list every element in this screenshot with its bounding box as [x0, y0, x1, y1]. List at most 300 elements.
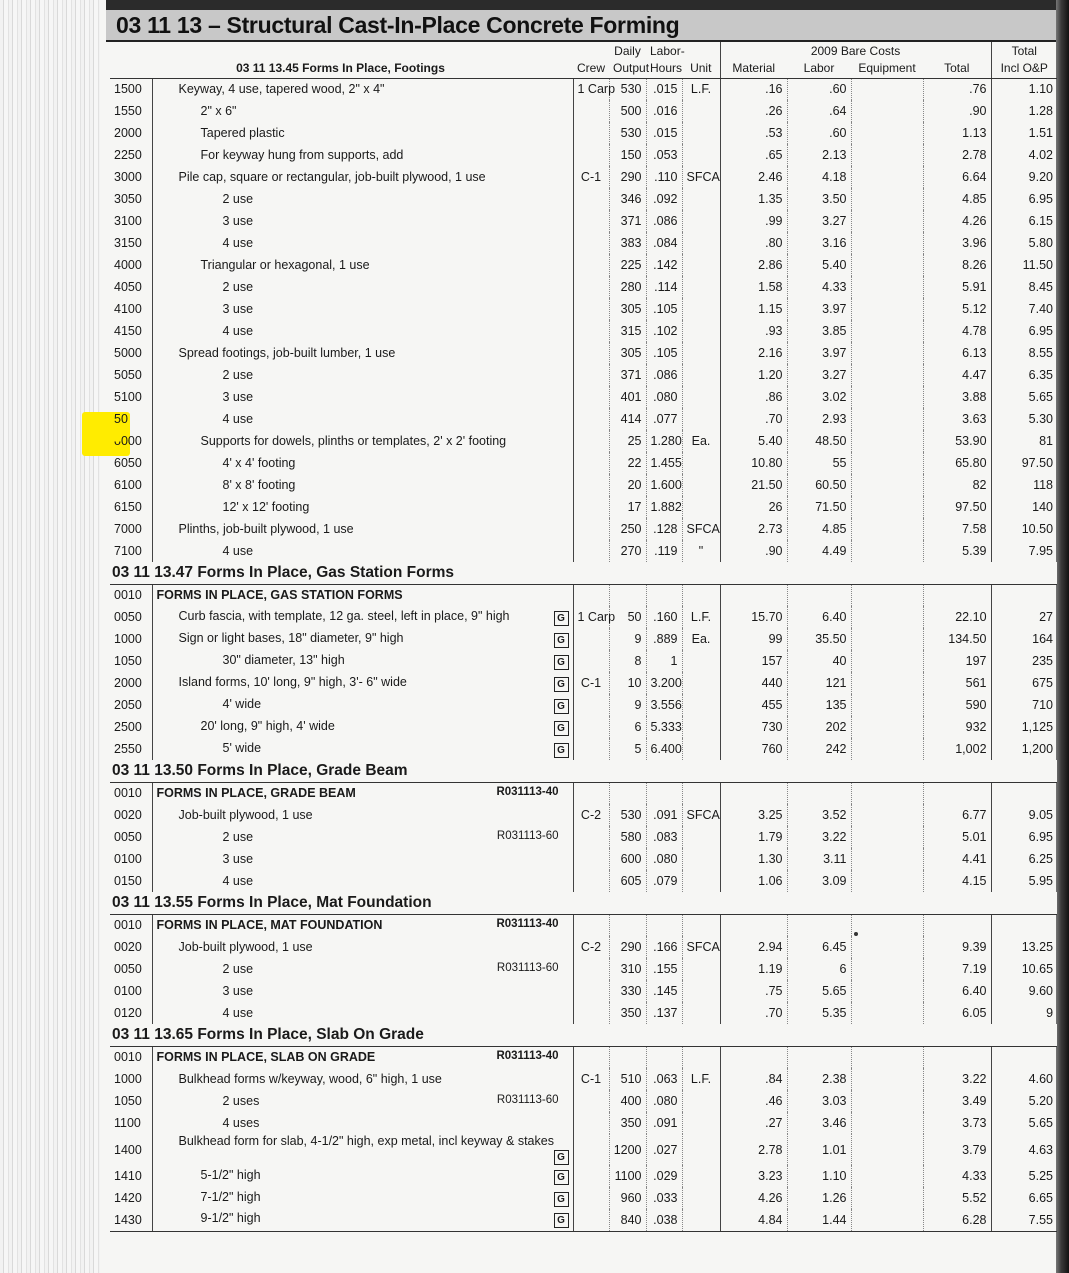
cell-out: 17 [609, 496, 646, 518]
cell-mat: 2.46 [720, 166, 787, 188]
cell-unit [682, 650, 720, 672]
item-description-cell [152, 188, 573, 210]
cell-incl: 7.55 [991, 1209, 1057, 1231]
cell-tot: 7.19 [923, 958, 991, 980]
cell-incl: 9.05 [1028, 808, 1054, 822]
cell-lab: 1.44 [787, 1209, 851, 1231]
cell-hrs: 1.882 [646, 496, 682, 518]
cell-crew [573, 1046, 609, 1068]
table-row [110, 650, 1057, 672]
item-description: Bulkhead forms w/keyway, wood, 6" high, 1 use [178, 1072, 442, 1086]
cell-eq [851, 848, 923, 870]
cell-eq [851, 1112, 923, 1134]
cell-hrs: 1.600 [646, 474, 682, 496]
item-description-cell [152, 100, 573, 122]
cell-lab: 3.16 [787, 232, 851, 254]
cell-lab: 3.85 [787, 320, 851, 342]
cell-eq [851, 320, 923, 342]
section-heading-row [110, 892, 1057, 914]
cell-unit [682, 320, 720, 342]
table-row [110, 122, 1057, 144]
cell-crew [573, 232, 609, 254]
table-row [110, 848, 1057, 870]
cell-mat: .65 [720, 144, 787, 166]
cell-out: 8 [609, 650, 646, 672]
cell-eq [851, 804, 923, 826]
cell-tot: 97.50 [923, 496, 991, 518]
cell-lab: 135 [787, 694, 851, 716]
cell-incl: 9 [1046, 1006, 1054, 1020]
table-row [110, 694, 1057, 716]
cell-unit [682, 1112, 720, 1134]
cell-mat: 440 [720, 672, 787, 694]
cell-tot: 134.50 [923, 628, 991, 650]
cell-lab: 6 [787, 958, 851, 980]
cell-mat [720, 584, 787, 606]
cell-out: 580 [609, 826, 646, 848]
cell-out: 400 [609, 1090, 646, 1112]
cell-hrs: .166 [646, 936, 682, 958]
cell-unit [682, 276, 720, 298]
table-row [110, 782, 1057, 804]
cell-eq [851, 980, 923, 1002]
cell-crew [573, 144, 609, 166]
item-description-cell [152, 1046, 573, 1068]
cell-out: 330 [609, 980, 646, 1002]
table-row [110, 738, 1057, 760]
cell-hrs [646, 584, 682, 606]
cell-mat: .90 [720, 540, 787, 562]
cell-crew [573, 298, 609, 320]
cell-crew [573, 738, 609, 760]
item-description-cell [152, 1112, 573, 1134]
cell-crew [573, 452, 609, 474]
cell-incl: 7.40 [1028, 302, 1054, 316]
cell-mat: 4.84 [720, 1209, 787, 1231]
cell-out: 600 [609, 848, 646, 870]
cell-lab: 40 [787, 650, 851, 672]
cell-hrs: .086 [646, 210, 682, 232]
cell-lab: 3.03 [787, 1090, 851, 1112]
cell-hrs: .029 [646, 1165, 682, 1187]
line-number: 2050 [110, 694, 152, 716]
item-description-cell [152, 254, 573, 276]
cell-hrs [646, 914, 682, 936]
cell-eq [851, 210, 923, 232]
cell-unit [682, 914, 720, 936]
cell-eq [851, 78, 923, 100]
item-description-cell [152, 518, 573, 540]
cell-lab: .64 [787, 100, 851, 122]
cell-tot: 2.78 [923, 144, 991, 166]
cell-unit [682, 1002, 720, 1024]
cell-mat: 1.30 [720, 848, 787, 870]
section-heading: 03 11 13.65 Forms In Place, Slab On Grade [110, 1024, 1057, 1046]
cell-tot: 1,002 [923, 738, 991, 760]
table-row [110, 298, 1057, 320]
cell-hrs: 5.333 [646, 716, 682, 738]
cell-eq [851, 496, 923, 518]
item-description: 3 use [222, 984, 254, 998]
line-number: 1400 [110, 1134, 152, 1165]
cell-mat: 15.70 [720, 606, 787, 628]
cell-mat: .70 [720, 408, 787, 430]
item-description: 2" x 6" [200, 104, 237, 118]
item-description: Bulkhead form for slab, 4-1/2" high, exp metal, incl keyway & stakes [178, 1134, 554, 1148]
cell-out: 310 [609, 958, 646, 980]
line-number: 1000 [110, 1068, 152, 1090]
cell-out [609, 1046, 646, 1068]
table-row [110, 166, 1057, 188]
item-description-cell [152, 980, 573, 1002]
cell-crew: C-1 [573, 672, 609, 694]
cell-eq [851, 672, 923, 694]
table-row [110, 1165, 1057, 1187]
cell-out: 530 [609, 122, 646, 144]
line-number: 50 [110, 408, 152, 430]
cell-eq [851, 716, 923, 738]
line-number: 2500 [110, 716, 152, 738]
cell-out: 500 [609, 100, 646, 122]
item-description: 2 use [222, 280, 254, 294]
cell-eq [851, 1165, 923, 1187]
table-row [110, 980, 1057, 1002]
cell-crew [573, 474, 609, 496]
cell-eq [851, 188, 923, 210]
cell-crew [573, 870, 609, 892]
item-description: 4 use [222, 1006, 254, 1020]
cell-crew: C-2 [573, 936, 609, 958]
cell-lab: 1.26 [787, 1187, 851, 1209]
item-description-cell [152, 716, 573, 738]
cell-incl: 6.25 [1028, 852, 1054, 866]
cell-tot: .90 [923, 100, 991, 122]
item-description-cell [152, 320, 573, 342]
cell-mat: 1.20 [720, 364, 787, 386]
table-row [110, 386, 1057, 408]
cell-mat: .99 [720, 210, 787, 232]
cell-eq [851, 1134, 923, 1165]
cell-tot [923, 914, 991, 936]
page-title: 03 11 13 – Structural Cast-In-Place Concrete Forming [116, 12, 680, 38]
cell-incl: 235 [1032, 654, 1054, 668]
item-description: Job-built plywood, 1 use [178, 808, 313, 822]
cell-hrs: .015 [646, 122, 682, 144]
reference-number: R031113-40 [496, 786, 559, 799]
cell-tot: 3.49 [923, 1090, 991, 1112]
cell-crew [573, 1187, 609, 1209]
cell-crew [573, 518, 609, 540]
cell-mat: 2.78 [720, 1134, 787, 1165]
cell-eq [851, 276, 923, 298]
cell-incl [991, 914, 1057, 936]
col-labor-bottom: Hours [646, 59, 682, 78]
item-description-cell [152, 408, 573, 430]
cell-crew [573, 408, 609, 430]
line-number: 6050 [110, 452, 152, 474]
cell-incl: 5.30 [1028, 412, 1054, 426]
cell-out: 9 [609, 628, 646, 650]
cell-mat: 157 [720, 650, 787, 672]
table-row [110, 1046, 1057, 1068]
cell-incl: 11.50 [1022, 258, 1054, 272]
cell-out: 290 [609, 936, 646, 958]
cell-unit: SFCA [682, 166, 720, 188]
cell-mat: 455 [720, 694, 787, 716]
cell-eq [851, 254, 923, 276]
cell-unit [682, 188, 720, 210]
item-description-cell [152, 914, 573, 936]
cell-mat: 760 [720, 738, 787, 760]
cell-mat: 1.35 [720, 188, 787, 210]
cell-lab: 3.27 [787, 210, 851, 232]
cell-eq [851, 694, 923, 716]
cell-tot: 6.05 [923, 1002, 991, 1024]
item-description-cell [152, 364, 573, 386]
cell-tot: 4.85 [923, 188, 991, 210]
item-description-cell [152, 210, 573, 232]
cell-unit [682, 1165, 720, 1187]
cell-incl: 6.65 [1028, 1191, 1054, 1205]
cell-tot: 6.28 [923, 1209, 991, 1231]
line-number: 0050 [110, 606, 152, 628]
cell-hrs: .145 [646, 980, 682, 1002]
item-description: 4' wide [222, 696, 262, 711]
cell-lab: 4.49 [787, 540, 851, 562]
cell-lab: 6.40 [787, 606, 851, 628]
cell-unit [682, 496, 720, 518]
item-description: 2 use [222, 962, 254, 976]
cell-mat: 5.40 [720, 430, 787, 452]
cell-out: 840 [609, 1209, 646, 1231]
line-number: 3100 [110, 210, 152, 232]
header-row-bottom [110, 59, 1057, 78]
line-number: 1100 [110, 1112, 152, 1134]
cell-out: 10 [609, 672, 646, 694]
col-labor-top: Labor- [650, 43, 685, 58]
col-incl-bottom: Incl O&P [991, 59, 1057, 78]
cell-unit [682, 122, 720, 144]
item-description-cell [152, 606, 573, 628]
cell-lab: .60 [787, 122, 851, 144]
item-description-cell [152, 166, 573, 188]
cell-incl: 4.02 [1028, 148, 1054, 162]
cell-lab: 1.10 [787, 1165, 851, 1187]
cell-lab: 3.02 [787, 386, 851, 408]
item-description: 4 uses [222, 1116, 260, 1130]
cell-crew [573, 100, 609, 122]
cell-hrs: .110 [646, 166, 682, 188]
line-number: 0120 [110, 1002, 152, 1024]
item-description-cell [152, 826, 573, 848]
table-row [110, 342, 1057, 364]
line-number: 0100 [110, 980, 152, 1002]
cell-out: 290 [609, 166, 646, 188]
cell-mat: 2.86 [720, 254, 787, 276]
cell-lab [787, 584, 851, 606]
cell-incl: 164 [1032, 632, 1054, 646]
cell-hrs: .092 [646, 188, 682, 210]
line-number: 1550 [110, 100, 152, 122]
cell-unit [682, 1187, 720, 1209]
cell-lab: 4.18 [787, 166, 851, 188]
cell-crew [573, 342, 609, 364]
cell-out: 960 [609, 1187, 646, 1209]
cell-unit [682, 716, 720, 738]
item-description-cell [152, 496, 573, 518]
cell-lab [787, 1046, 851, 1068]
cell-out: 315 [609, 320, 646, 342]
cell-eq [851, 1209, 923, 1231]
section-heading: 03 11 13.55 Forms In Place, Mat Foundation [110, 892, 1057, 914]
cell-hrs: .091 [646, 1112, 682, 1134]
table-row [110, 474, 1057, 496]
cell-hrs: .027 [646, 1134, 682, 1165]
cell-tot: 3.96 [923, 232, 991, 254]
page-right-edge [1056, 0, 1069, 1273]
col-incl-top: Total [1011, 43, 1037, 58]
line-number: 1000 [110, 628, 152, 650]
cell-hrs: .015 [646, 78, 682, 100]
cell-tot: 4.26 [923, 210, 991, 232]
item-description: 5-1/2" high [200, 1167, 261, 1182]
cell-out: 150 [609, 144, 646, 166]
cell-eq [851, 540, 923, 562]
item-description-cell [152, 540, 573, 562]
cell-crew [573, 1002, 609, 1024]
item-description: 7-1/2" high [200, 1189, 261, 1204]
cell-lab: 3.97 [787, 342, 851, 364]
section-title-bar [106, 10, 1069, 42]
cell-unit [682, 364, 720, 386]
cell-eq [851, 298, 923, 320]
cell-hrs: .086 [646, 364, 682, 386]
line-number: 5100 [110, 386, 152, 408]
cell-hrs [646, 782, 682, 804]
cell-hrs: 1.280 [646, 430, 682, 452]
cell-unit [682, 1209, 720, 1231]
item-description: Job-built plywood, 1 use [178, 940, 313, 954]
cell-unit: Ea. [682, 430, 720, 452]
cell-hrs: .016 [646, 100, 682, 122]
cell-eq [851, 144, 923, 166]
item-description-cell [152, 452, 573, 474]
line-number: ᴗ000 [110, 430, 152, 452]
cell-lab: 4.85 [787, 518, 851, 540]
line-number: 4000 [110, 254, 152, 276]
cell-out: 530 [609, 804, 646, 826]
item-description-cell [152, 650, 573, 672]
cell-out: 371 [609, 210, 646, 232]
item-description: 9-1/2" high [200, 1211, 261, 1226]
cell-eq [851, 1046, 923, 1068]
cell-hrs: .053 [646, 144, 682, 166]
item-description: Tapered plastic [200, 126, 285, 140]
section-heading-row [110, 760, 1057, 782]
cell-mat: 1.79 [720, 826, 787, 848]
col-crew: Crew [573, 59, 609, 78]
cell-tot: 3.79 [923, 1134, 991, 1165]
cell-incl: 5.20 [1028, 1094, 1054, 1108]
cell-tot: 53.90 [923, 430, 991, 452]
cell-lab: 3.09 [787, 870, 851, 892]
cell-unit [682, 298, 720, 320]
cell-incl: 140 [1032, 500, 1054, 514]
cell-hrs: .077 [646, 408, 682, 430]
item-description-cell [152, 584, 573, 606]
item-description: Keyway, 4 use, tapered wood, 2" x 4" [178, 82, 385, 97]
table-row [110, 584, 1057, 606]
table-row [110, 210, 1057, 232]
item-description-cell [152, 848, 573, 870]
table-row [110, 606, 1057, 628]
line-number: 4050 [110, 276, 152, 298]
green-icon: G [554, 655, 569, 670]
item-description-cell [152, 804, 573, 826]
cell-mat: .93 [720, 320, 787, 342]
cell-mat: 26 [720, 496, 787, 518]
line-number: 0010 [110, 782, 152, 804]
cell-crew [573, 848, 609, 870]
line-number: 0100 [110, 848, 152, 870]
cell-hrs: .105 [646, 342, 682, 364]
cell-mat [720, 1046, 787, 1068]
cell-crew [573, 276, 609, 298]
cell-incl: 9.60 [1028, 984, 1054, 998]
cell-tot [923, 1046, 991, 1068]
green-icon: G [554, 633, 569, 648]
cell-tot: 8.26 [923, 254, 991, 276]
line-number: 2550 [110, 738, 152, 760]
cell-unit: SFCA [682, 936, 720, 958]
section-heading: 03 11 13.47 Forms In Place, Gas Station Forms [110, 562, 1057, 584]
cell-out: 20 [609, 474, 646, 496]
cell-tot: 3.63 [923, 408, 991, 430]
table-row [110, 716, 1057, 738]
cell-out: 605 [609, 870, 646, 892]
cell-hrs: .137 [646, 1002, 682, 1024]
cell-out [609, 914, 646, 936]
cell-unit [682, 958, 720, 980]
cell-eq [851, 342, 923, 364]
cell-hrs: .080 [646, 848, 682, 870]
item-description: FORMS IN PLACE, GAS STATION FORMS [156, 588, 403, 603]
line-number: 1050 [110, 1090, 152, 1112]
cell-crew: 1 Carp [573, 606, 609, 628]
cell-crew [573, 782, 609, 804]
cell-unit [682, 474, 720, 496]
item-description: Island forms, 10' long, 9" high, 3'- 6" wide [178, 674, 407, 689]
cell-lab: 5.65 [787, 980, 851, 1002]
item-description: Spread footings, job-built lumber, 1 use [178, 346, 396, 360]
cell-out: 9 [609, 694, 646, 716]
item-description: 4 use [222, 412, 254, 426]
cell-incl: 81 [1039, 434, 1054, 448]
line-number: 1500 [110, 78, 152, 100]
table-row [110, 914, 1057, 936]
section-heading: 03 11 13.50 Forms In Place, Grade Beam [110, 760, 1057, 782]
cell-crew [573, 914, 609, 936]
cell-crew [573, 1209, 609, 1231]
cell-incl: 6.35 [1028, 368, 1054, 382]
line-number: 0010 [110, 914, 152, 936]
cell-mat: 730 [720, 716, 787, 738]
cell-crew [573, 210, 609, 232]
cell-tot: 6.13 [923, 342, 991, 364]
cell-unit [682, 980, 720, 1002]
cell-out: 371 [609, 364, 646, 386]
line-number: 3150 [110, 232, 152, 254]
